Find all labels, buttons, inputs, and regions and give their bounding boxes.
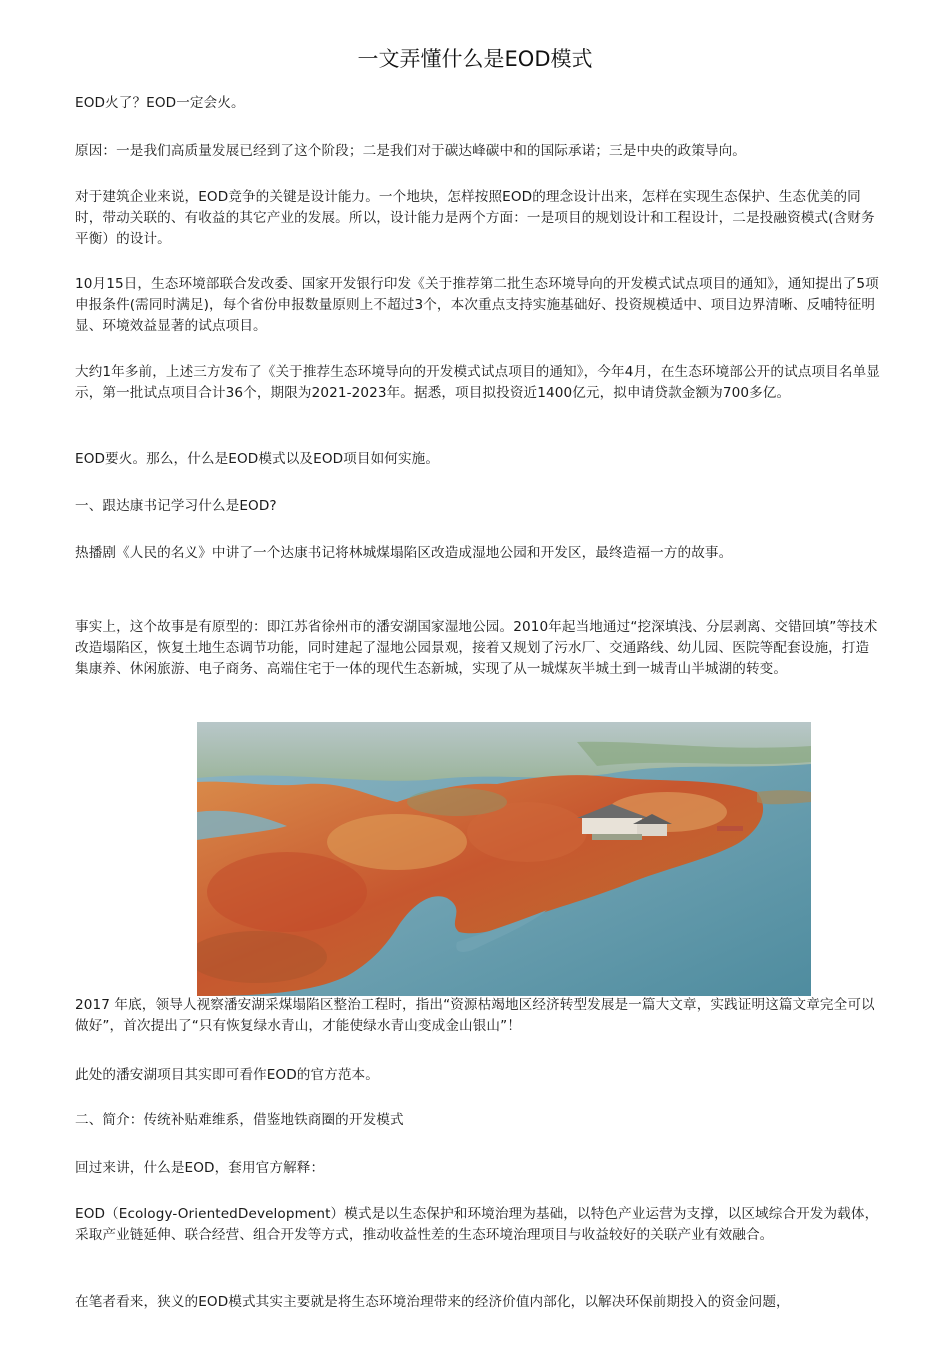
paragraph-official-model: 此处的潘安湖项目其实即可看作EOD的官方范本。 (75, 1067, 379, 1083)
paragraph-official-explain: 回过来讲，什么是EOD，套用官方解释： (75, 1160, 325, 1176)
paragraph-pan-an-lake: 事实上，这个故事是有原型的：即江苏省徐州市的潘安湖国家湿地公园。2010年起当地通过“挖深填浅、分层剥离、交错回填”等技术改造塌陷区，恢复土地生态调节功能，同时建起了湿地公园景观，接着又规划了污水厂、交通路线、幼儿园、医院等配套设施，打造集康养、休闲旅游、电子商务、高端住宅于一体的现代生态新城，实现了从一城煤灰半城土到一城青山半城湖的转变。 (75, 619, 878, 677)
paragraph-tv-drama: 热播剧《人民的名义》中讲了一个达康书记将林城煤塌陷区改造成湿地公园和开发区，最终造福一方的故事。 (75, 545, 733, 561)
paragraph-first-batch: 大约1年多前，上述三方发布了《关于推荐生态环境导向的开发模式试点项目的通知》，今年4月，在生态环境部公开的试点项目名单显示，第一批试点项目合计36个，期限为2021-2023年。据悉，项目拟投资近1400亿元，拟申请贷款金额为700多亿。 (75, 364, 880, 401)
paragraph-2017-inspection: 2017 年底，领导人视察潘安湖采煤塌陷区整治工程时，指出“资源枯竭地区经济转型发展是一篇大文章，实践证明这篇文章完全可以做好”，首次提出了“只有恢复绿水青山，才能使绿水青山变成金山银山”！ (75, 997, 875, 1034)
paragraph-eod-hot: EOD要火。那么，什么是EOD模式以及EOD项目如何实施。 (75, 451, 440, 467)
section-heading-2: 二、简介：传统补贴难维系，借鉴地铁商圈的开发模式 (75, 1112, 404, 1128)
section-heading-1: 一、跟达康书记学习什么是EOD? (75, 498, 277, 514)
paragraph-oct15-notice: 10月15日，生态环境部联合发改委、国家开发银行印发《关于推荐第二批生态环境导向的开发模式试点项目的通知》，通知提出了5项申报条件(需同时满足)，每个省份申报数量原则上不超过3个，本次重点支持实施基础好、投资规模适中、项目边界清晰、反哺特征明显、环境效益显著的试点项目。 (75, 276, 879, 334)
paragraph-design-ability: 对于建筑企业来说，EOD竞争的关键是设计能力。一个地块，怎样按照EOD的理念设计出来，怎样在实现生态保护、生态优美的同时，带动关联的、有收益的其它产业的发展。所以，设计能力是两个方面：一是项目的规划设计和工程设计，二是投融资模式(含财务平衡）的设计。 (75, 189, 875, 247)
wetland-park-photo (197, 722, 811, 996)
document-title: 一文弄懂什么是EOD模式 (357, 47, 593, 71)
paragraph-author-view: 在笔者看来，狭义的EOD模式其实主要就是将生态环境治理带来的经济价值内部化，以解决环保前期投入的资金问题， (75, 1294, 790, 1310)
paragraph-reasons: 原因：一是我们高质量发展已经到了这个阶段；二是我们对于碳达峰碳中和的国际承诺；三是中央的政策导向。 (75, 143, 746, 159)
boat (717, 826, 743, 831)
paragraph-intro: EOD火了？EOD一定会火。 (75, 95, 245, 111)
paragraph-eod-definition: EOD（Ecology-OrientedDevelopment）模式是以生态保护和环境治理为基础，以特色产业运营为支撑，以区域综合开发为载体，采取产业链延伸、联合经营、组合开发等方式，推动收益性差的生态环境治理项目与收益较好的关联产业有效融合。 (75, 1206, 879, 1243)
